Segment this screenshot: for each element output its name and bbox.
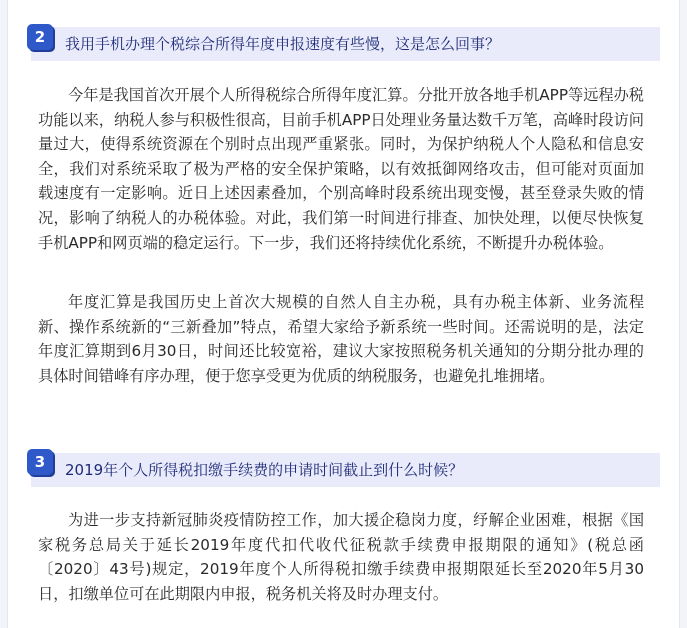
question-text: 2019年个人所得税扣缴手续费的申请时间截止到什么时候？	[65, 461, 464, 479]
question-text: 我用手机办理个税综合所得年度申报速度有些慢，这是怎么回事？	[65, 35, 501, 53]
right-edge-decoration	[679, 0, 687, 628]
left-edge-decoration	[0, 0, 8, 628]
answer-paragraph: 为进一步支持新冠肺炎疫情防控工作，加大援企稳岗力度，纾解企业困难，根据《国家税务总局关于延长2019年度代扣代收代征税款手续费申报期限的通知》(税总函〔2020〕43号)规定，2019年度个人所得税扣缴手续费申报期限延长至2020年5月30日，扣缴单位可在此期限内申报，税务机关将及时办理支付。	[38, 511, 644, 603]
answer-paragraph: 年度汇算是我国历史上首次大规模的自然人自主办税，具有办税主体新、业务流程新、操作系统新的“三新叠加”特点，希望大家给予新系统一些时间。还需说明的是，法定年度汇算期到6月30日，时间还比较宽裕，建议大家按照税务机关通知的分期分批办理的具体时间错峰有序办理，便于您享受更为优质的纳税服务，也避免扎堆拥堵。	[38, 293, 644, 385]
answer-paragraph: 今年是我国首次开展个人所得税综合所得年度汇算。分批开放各地手机APP等远程办税功能以来，纳税人参与积极性很高，目前手机APP日处理业务量达数千万笔，高峰时段访问量过大，使得系统资源在个别时点出现严重紧张。同时，为保护纳税人个人隐私和信息安全，我们对系统采取了极为严格的安全保护策略，以有效抵御网络攻击，但可能对页面加载速度有一定影响。近日上述因素叠加，个别高峰时段系统出现变慢，甚至登录失败的情况，影响了纳税人的办税体验。对此，我们第一时间进行排查、加快处理，以便尽快恢复手机APP和网页端的稳定运行。下一步，我们还将持续优化系统，不断提升办税体验。	[38, 86, 644, 252]
question-number-badge: 3	[27, 449, 53, 475]
question-number-badge: 2	[27, 24, 53, 50]
